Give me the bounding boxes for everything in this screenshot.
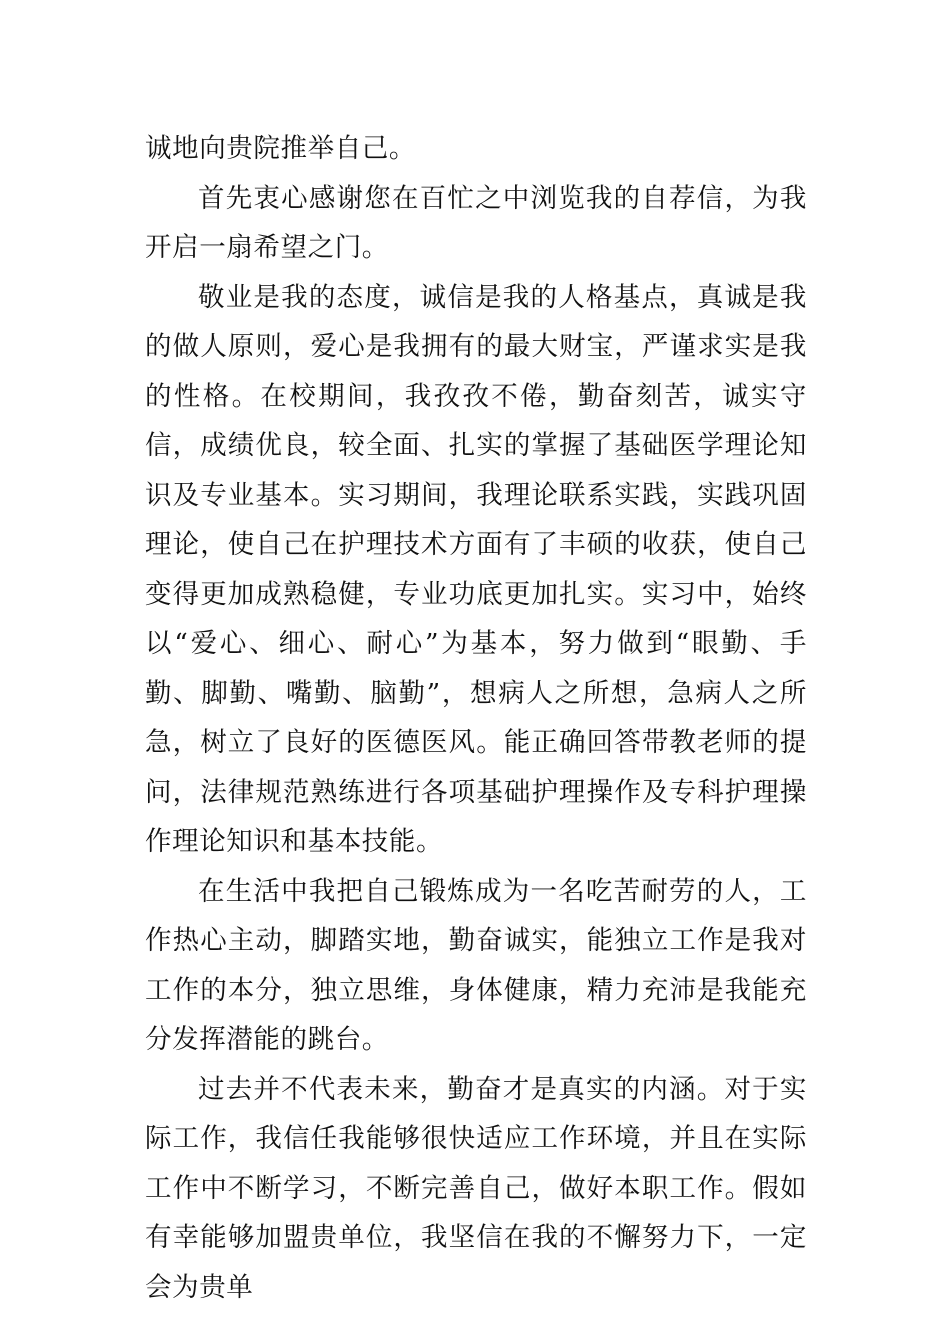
paragraph-thanks: 首先衷心感谢您在百忙之中浏览我的自荐信，为我开启一扇希望之门。 [145, 182, 807, 263]
paragraph-life: 在生活中我把自己锻炼成为一名吃苦耐劳的人，工作热心主动，脚踏实地，勤奋诚实，能独立工作是我对工作的本分，独立思维，身体健康，精力充沛是我能充分发挥潜能的跳台。 [145, 875, 807, 1055]
paragraph-continuation: 诚地向贵院推举自己。 [145, 133, 416, 164]
letter-body [145, 124, 807, 1312]
paragraph-character-and-study: 敬业是我的态度，诚信是我的人格基点，真诚是我的做人原则，爱心是我拥有的最大财宝，严谨求实是我的性格。在校期间，我孜孜不倦，勤奋刻苦，诚实守信，成绩优良，较全面、扎实的掌握了基础医学理论知识及专业基本。实习期间，我理论联系实践，实践巩固理论，使自己在护理技术方面有了丰硕的收获，使自己变得更加成熟稳健，专业功底更加扎实。实习中，始终以“爱心、细心、耐心”为基本，努力做到“眼勤、手勤、脚勤、嘴勤、脑勤”，想病人之所想，急病人之所急，树立了良好的医德医风。能正确回答带教老师的提问，法律规范熟练进行各项基础护理操作及专科护理操作理论知识和基本技能。 [145, 281, 807, 857]
paragraph-future: 过去并不代表未来，勤奋才是真实的内涵。对于实际工作，我信任我能够很快适应工作环境，并且在实际工作中不断学习，不断完善自己，做好本职工作。假如有幸能够加盟贵单位，我坚信在我的不懈努力下，一定会为贵单 [145, 1073, 807, 1303]
